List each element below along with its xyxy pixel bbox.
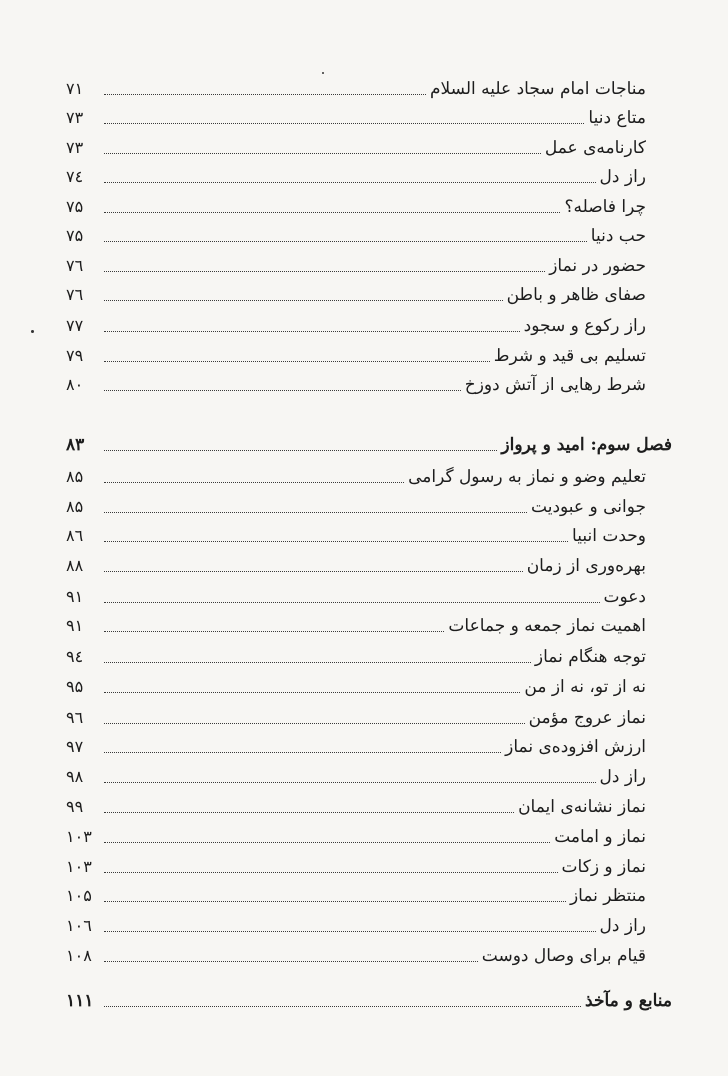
dot-leader xyxy=(104,182,596,183)
toc-entry-title: نماز و امامت xyxy=(554,827,646,847)
dot-leader xyxy=(104,153,541,154)
toc-entry-page: ۹۵ xyxy=(66,677,84,696)
toc-entry-title: حضور در نماز xyxy=(549,256,646,276)
dot-leader xyxy=(104,842,550,843)
toc-entry-page: ۸۰ xyxy=(66,375,84,394)
toc-entry-page: ۸۵ xyxy=(66,467,84,486)
toc-entry xyxy=(66,790,646,818)
toc-entry-title: صفای ظاهر و باطن xyxy=(506,285,646,305)
toc-entry-title: وحدت انبیا xyxy=(572,526,646,546)
dot-leader xyxy=(104,571,523,572)
toc-entry-title: تعلیم وضو و نماز به رسول گرامی xyxy=(408,467,646,487)
dot-leader xyxy=(104,271,545,272)
toc-entry-title: منتظر نماز xyxy=(569,886,646,906)
toc-entry-title: راز رکوع و سجود xyxy=(523,316,646,336)
dot-leader xyxy=(104,450,497,451)
toc-entry xyxy=(66,249,646,277)
toc-entry-title: توجه هنگام نماز xyxy=(534,647,646,667)
toc-entry xyxy=(66,670,646,698)
toc-entry xyxy=(66,309,646,337)
toc-entry-page: ۱۰۸ xyxy=(66,946,92,965)
toc-entry-title: راز دل xyxy=(599,916,646,936)
toc-entry-page: ۷۷ xyxy=(66,316,84,335)
toc-entry xyxy=(66,939,646,967)
toc-entry-page: ۹۱ xyxy=(66,616,84,635)
dot-leader xyxy=(104,212,560,213)
dot-leader xyxy=(104,662,531,663)
toc-entry-title: متاع دنیا xyxy=(588,108,646,128)
dot-leader xyxy=(104,631,444,632)
toc-entry xyxy=(66,820,646,848)
toc-entry-title: ارزش افزوده‌ی نماز xyxy=(505,737,646,757)
toc-entry-page: ۱۰۵ xyxy=(66,886,92,905)
dot-leader xyxy=(104,300,503,301)
toc-entry xyxy=(66,160,646,188)
dot-leader xyxy=(104,123,584,124)
dot-leader xyxy=(104,961,478,962)
toc-entry-page: ۷۳ xyxy=(66,138,84,157)
sources-title: منابع و مآخذ xyxy=(585,991,672,1011)
toc-entry xyxy=(66,760,646,788)
toc-entry-page: ۷۹ xyxy=(66,346,84,365)
toc-entry-page: ۷۵ xyxy=(66,226,84,245)
toc-entry-page: ۸۵ xyxy=(66,497,84,516)
dot-leader xyxy=(104,482,404,483)
sources-heading xyxy=(66,984,672,1012)
toc-entry xyxy=(66,219,646,247)
sources-page: ۱۱۱ xyxy=(66,991,94,1011)
chapter-title: فصل سوم: امید و پرواز xyxy=(501,435,672,455)
toc-entry-title: حب دنیا xyxy=(590,226,646,246)
chapter-heading xyxy=(66,428,672,456)
toc-entry xyxy=(66,490,646,518)
toc-entry xyxy=(66,609,646,637)
toc-entry-page: ۷۳ xyxy=(66,108,84,127)
dot-leader xyxy=(104,723,525,724)
toc-entry-page: ۹۱ xyxy=(66,587,84,606)
dot-leader xyxy=(104,1006,581,1007)
dot-leader xyxy=(104,812,514,813)
toc-entry xyxy=(66,339,646,367)
toc-entry-page: ۷۵ xyxy=(66,197,84,216)
toc-entry xyxy=(66,368,646,396)
toc-entry-title: دعوت xyxy=(603,587,646,607)
toc-entry-title: چرا فاصله؟ xyxy=(564,197,646,217)
toc-entry xyxy=(66,701,646,729)
toc-entry-page: ۹٦ xyxy=(66,708,84,727)
chapter-page: ۸۳ xyxy=(66,435,85,455)
toc-entry-page: ۱۰۳ xyxy=(66,857,92,876)
dot-leader xyxy=(104,390,461,391)
toc-entry-page: ۹۷ xyxy=(66,737,84,756)
toc-entry xyxy=(66,549,646,577)
dot-leader xyxy=(104,752,501,753)
toc-entry-title: اهمیت نماز جمعه و جماعات xyxy=(448,616,646,636)
toc-entry-title: شرط رهایی از آتش دوزخ xyxy=(464,375,646,395)
dot-leader xyxy=(104,331,520,332)
dot-leader xyxy=(104,361,490,362)
toc-entry-page: ۹۸ xyxy=(66,767,84,786)
toc-entry-page: ۹٤ xyxy=(66,647,84,666)
toc-entry xyxy=(66,850,646,878)
dot-leader xyxy=(104,901,566,902)
toc-entry xyxy=(66,460,646,488)
toc-entry-title: راز دل xyxy=(599,767,646,787)
toc-entry xyxy=(66,909,646,937)
toc-entry xyxy=(66,519,646,547)
ink-speck xyxy=(322,72,324,74)
dot-leader xyxy=(104,512,527,513)
toc-entry-title: قیام برای وصال دوست xyxy=(481,946,646,966)
toc-entry xyxy=(66,131,646,159)
toc-entry-title: مناجات امام سجاد علیه السلام xyxy=(430,79,646,99)
dot-leader xyxy=(104,931,596,932)
dot-leader xyxy=(104,241,587,242)
toc-entry xyxy=(66,879,646,907)
toc-entry xyxy=(66,190,646,218)
dot-leader xyxy=(104,782,596,783)
toc-entry xyxy=(66,730,646,758)
toc-entry-page: ۹۹ xyxy=(66,797,84,816)
toc-entry-page: ۸۸ xyxy=(66,556,84,575)
toc-entry xyxy=(66,278,646,306)
toc-entry-page: ۱۰۳ xyxy=(66,827,92,846)
toc-entry-page: ۱۰٦ xyxy=(66,916,92,935)
dot-leader xyxy=(104,872,558,873)
toc-entry-page: ۷٤ xyxy=(66,167,84,186)
ink-speck xyxy=(31,330,34,333)
toc-entry-page: ۷۱ xyxy=(66,79,84,98)
dot-leader xyxy=(104,602,600,603)
toc-entry-title: نه از تو، نه از من xyxy=(524,677,646,697)
toc-entry-page: ۷٦ xyxy=(66,256,84,275)
toc-entry-title: راز دل xyxy=(599,167,646,187)
toc-entry xyxy=(66,72,646,100)
toc-entry xyxy=(66,640,646,668)
toc-entry-title: نماز نشانه‌ی ایمان xyxy=(518,797,646,817)
toc-entry-title: بهره‌وری از زمان xyxy=(526,556,646,576)
toc-entry-title: نماز عروج مؤمن xyxy=(528,708,646,728)
dot-leader xyxy=(104,94,426,95)
toc-entry-page: ۷٦ xyxy=(66,285,84,304)
toc-entry-title: تسلیم بی قید و شرط xyxy=(493,346,646,366)
dot-leader xyxy=(104,541,568,542)
toc-entry-title: جوانی و عبودیت xyxy=(531,497,646,517)
dot-leader xyxy=(104,692,520,693)
toc-entry-title: نماز و زکات xyxy=(561,857,646,877)
toc-entry-title: کارنامه‌ی عمل xyxy=(544,138,646,158)
toc-entry xyxy=(66,101,646,129)
toc-entry-page: ۸٦ xyxy=(66,526,84,545)
toc-entry xyxy=(66,580,646,608)
